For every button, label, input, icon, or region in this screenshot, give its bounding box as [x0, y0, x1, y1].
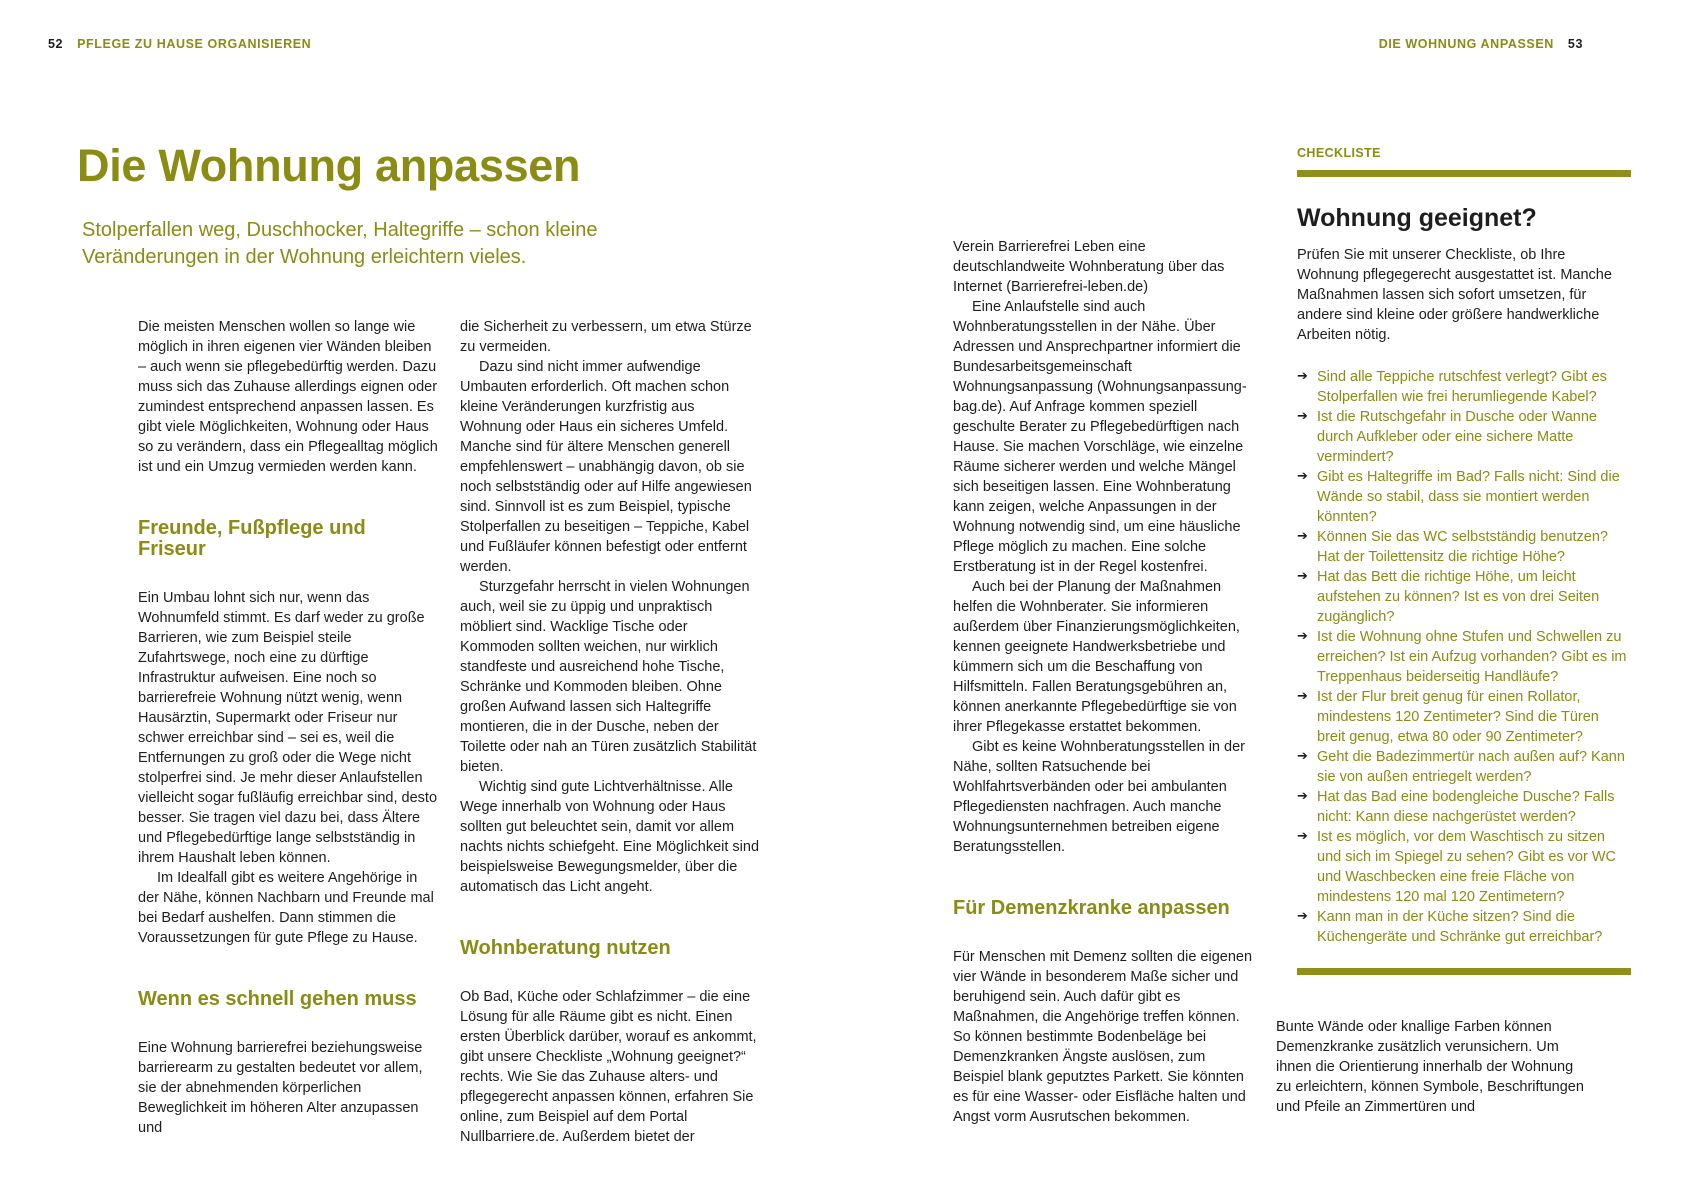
arrow-right-icon: ➔ — [1297, 629, 1308, 644]
checklist-item: ➔ Hat das Bad eine bodengleiche Dusche? Falls nicht: Kann diese nachgerüstet werden? — [1297, 789, 1615, 825]
paragraph: Wichtig sind gute Lichtverhältnisse. Alle Wege innerhalb von Wohnung oder Haus sollten gut beleuchtet sein, damit vor allem nachts nichts schiefgeht. Eine Möglichkeit sind beispielsweise Bewegungsmelder, über die automatisch das Licht angeht. — [460, 779, 760, 895]
arrow-right-icon: ➔ — [1297, 409, 1308, 424]
paragraph: Ein Umbau lohnt sich nur, wenn das Wohnumfeld stimmt. Es darf weder zu große Barrieren, wie zum Beispiel steile Zufahrtswege, noch eine zu dürftige Infrastruktur aufweisen. Eine noch so barrierefreie Wohnung nützt wenig, wenn Hausärztin, Supermarkt oder Friseur nur schwer erreichbar sind – sei es, weil die Entfernungen zu groß oder die Wege nicht stolperfrei sind. Je mehr dieser Anlaufstellen vielleicht sogar fußläufig erreichbar sind, desto besser. Sie tragen viel dazu bei, dass Ältere und Pflegebedürftige lange selbstständig in ihrem Haushalt leben können. — [138, 590, 438, 866]
paragraph: Verein Barrierefrei Leben eine deutschlandweite Wohnberatung über das Internet (Barrierefrei-leben.de) — [953, 239, 1225, 295]
arrow-right-icon: ➔ — [1297, 369, 1308, 384]
text-column-1 — [138, 317, 438, 1138]
checklist-item: ➔ Gibt es Haltegriffe im Bad? Falls nicht: Sind die Wände so stabil, dass sie montiert werden könnten? — [1297, 469, 1620, 525]
paragraph: Auch bei der Planung der Maßnahmen helfen die Wohnberater. Sie informieren außerdem über Finanzierungsmöglichkeiten, kennen geeignete Handwerksbetriebe und kümmern sich um die Beschaffung von Hilfsmitteln. Fallen Beratungsgebühren an, können anerkannte Pflegebedürftige sie von ihrer Pflegekasse erstattet bekommen. — [953, 579, 1240, 735]
arrow-right-icon: ➔ — [1297, 909, 1308, 924]
subheading-freunde: Freunde, Fußpflege und Friseur — [138, 517, 366, 560]
checklist-item: ➔ Sind alle Teppiche rutschfest verlegt? Gibt es Stolperfallen wie frei herumliegende Kabel? — [1297, 369, 1607, 405]
paragraph: Eine Wohnung barrierefrei beziehungsweise barrierearm zu gestalten bedeutet vor allem, sie der abnehmenden körperlichen Beweglichkeit im höheren Alter anzupassen und — [138, 1040, 423, 1136]
checklist-label: CHECKLISTE — [1297, 146, 1381, 160]
paragraph: Eine Anlaufstelle sind auch Wohnberatungsstellen in der Nähe. Über Adressen und Ansprechpartner informiert die Bundesarbeitsgemeinschaft Wohnungsanpassung (Wohnungsanpassung-bag.de). Auf Anfrage kommen speziell geschulte Berater zu Pflegebedürftigen nach Hause. Sie machen Vorschläge, wie einzelne Räume sicherer werden und welche Mängel sich beseitigen lassen. Eine Wohnberatung kann zeigen, welche Anpassungen in der Wohnung notwendig sind, um eine häusliche Pflege möglich zu machen. Eine solche Erstberatung ist in der Regel kostenfrei. — [953, 299, 1247, 575]
paragraph: Dazu sind nicht immer aufwendige Umbauten erforderlich. Oft machen schon kleine Veränderungen kurzfristig aus Wohnung oder Haus ein sicheres Umfeld. Manche sind für ältere Menschen generell empfehlenswert – unabhängig davon, ob sie noch selbstständig oder auf Hilfe angewiesen sind. Sinnvoll ist es zum Beispiel, typische Stolperfallen zu beseitigen – Teppiche, Kabel und Fußläufer können befestigt oder entfernt werden. — [460, 359, 752, 575]
page-number-left: 52 — [48, 37, 64, 51]
checklist-item: ➔ Geht die Badezimmertür nach außen auf? Kann sie von außen entriegelt werden? — [1297, 749, 1625, 785]
section-title-left: PFLEGE ZU HAUSE ORGANISIEREN — [77, 37, 312, 51]
arrow-right-icon: ➔ — [1297, 569, 1308, 584]
arrow-right-icon: ➔ — [1297, 749, 1308, 764]
intro-lead: Stolperfallen weg, Duschhocker, Haltegriffe – schon kleine Veränderungen in der Wohnung erleichtern vieles. — [82, 219, 598, 268]
running-header-right — [1379, 37, 1583, 51]
subheading-wohnberatung: Wohnberatung nutzen — [460, 937, 671, 959]
subheading-demenz: Für Demenzkranke anpassen — [953, 897, 1230, 919]
paragraph: Im Idealfall gibt es weitere Angehörige in der Nähe, können Nachbarn und Freunde mal bei Bedarf aushelfen. Dann stimmen die Voraussetzungen für gute Pflege zu Hause. — [138, 870, 434, 946]
checklist-box — [1297, 146, 1631, 975]
paragraph: Gibt es keine Wohnberatungsstellen in der Nähe, sollten Ratsuchende bei Wohlfahrtsverbänden oder bei ambulanten Pflegediensten nachfragen. Auch manche Wohnungsunternehmen betreiben eigene Beratungsstellen. — [953, 739, 1245, 855]
paragraph: Für Menschen mit Demenz sollten die eigenen vier Wände in besonderem Maße sicher und beruhigend sein. Auch dafür gibt es Maßnahmen, die Angehörige treffen können. So können bestimmte Bodenbeläge bei Demenzkranken Ängste auslösen, zum Beispiel blank geputztes Parkett. Sie könnten es für eine Wasser- oder Eisfläche halten und Angst vorm Ausrutschen bekommen. — [953, 949, 1253, 1125]
checklist-intro: Prüfen Sie mit unserer Checkliste, ob Ihre Wohnung pflegegerecht ausgestattet ist. Manche Maßnahmen lassen sich sofort umsetzen, für andere sind kleine oder größere handwerkliche Arbeiten nötig. — [1297, 247, 1612, 343]
page-title: Die Wohnung anpassen — [77, 140, 581, 191]
checklist-item: ➔ Hat das Bett die richtige Höhe, um leicht aufstehen zu können? Ist es von drei Seiten zugänglich? — [1297, 569, 1600, 625]
page-number-right: 53 — [1567, 37, 1583, 51]
checklist-item: ➔ Ist die Wohnung ohne Stufen und Schwellen zu erreichen? Ist ein Aufzug vorhanden? Gibt es im Treppenhaus beiderseitig Handläufe? — [1297, 629, 1627, 685]
arrow-right-icon: ➔ — [1297, 529, 1308, 544]
arrow-right-icon: ➔ — [1297, 789, 1308, 804]
checklist-item: ➔ Ist es möglich, vor dem Waschtisch zu sitzen und sich im Spiegel zu sehen? Gibt es vor WC und Waschbecken eine freie Fläche von mindestens 120 mal 120 Zentimetern? — [1297, 829, 1616, 905]
running-header-left — [48, 37, 311, 51]
arrow-right-icon: ➔ — [1297, 829, 1308, 844]
text-column-3 — [953, 237, 1253, 1127]
checklist-item: ➔ Kann man in der Küche sitzen? Sind die Küchengeräte und Schränke gut erreichbar? — [1297, 909, 1603, 945]
checklist-items — [1297, 367, 1631, 947]
section-title-right: DIE WOHNUNG ANPASSEN — [1378, 37, 1554, 51]
text-column-4 — [1276, 1017, 1586, 1117]
paragraph: Bunte Wände oder knallige Farben können Demenzkranke zusätzlich verunsichern. Um ihnen die Orientierung innerhalb der Wohnung zu erleichtern, können Symbole, Beschriftungen und Pfeile an Zimmertüren und — [1276, 1019, 1584, 1115]
paragraph: Sturzgefahr herrscht in vielen Wohnungen auch, weil sie zu üppig und unpraktisch möbliert sind. Wacklige Tische oder Kommoden sollten weichen, nur wirklich standfeste und ausreichend hohe Tische, Schränke und Kommoden bleiben. Ohne großen Aufwand lassen sich Haltegriffe montieren, die in der Dusche, neben der Toilette oder nah an Türen zusätzlich Stabilität bieten. — [460, 579, 757, 775]
checklist-item: ➔ Ist die Rutschgefahr in Dusche oder Wanne durch Aufkleber oder eine sichere Matte vermindert? — [1297, 409, 1597, 465]
checklist-rule-top — [1297, 170, 1631, 177]
text-column-2 — [460, 317, 760, 1147]
arrow-right-icon: ➔ — [1297, 689, 1308, 704]
paragraph: Die meisten Menschen wollen so lange wie möglich in ihren eigenen vier Wänden bleiben – auch wenn sie pflegebedürftig werden. Dazu muss sich das Zuhause allerdings eignen oder zumindest entsprechend anpassen lassen. Es gibt viele Möglichkeiten, Wohnung oder Haus so zu verändern, dass ein Pflegealltag möglich ist und ein Umzug vermieden werden kann. — [138, 319, 438, 475]
paragraph: Ob Bad, Küche oder Schlafzimmer – die eine Lösung für alle Räume gibt es nicht. Einen ersten Überblick darüber, worauf es ankommt, gibt unsere Checkliste „Wohnung geeignet?“ rechts. Wie Sie das Zuhause alters- und pflegegerecht anpassen können, erfahren Sie online, zum Beispiel auf dem Portal Nullbarriere.de. Außerdem bietet der — [460, 989, 757, 1145]
checklist-heading: Wohnung geeignet? — [1297, 204, 1537, 232]
checklist-item: ➔ Können Sie das WC selbstständig benutzen? Hat der Toilettensitz die richtige Höhe? — [1297, 529, 1608, 565]
checklist-rule-bottom — [1297, 968, 1631, 975]
subheading-schnell: Wenn es schnell gehen muss — [138, 988, 417, 1010]
arrow-right-icon: ➔ — [1297, 469, 1308, 484]
checklist-item: ➔ Ist der Flur breit genug für einen Rollator, mindestens 120 Zentimeter? Sind die Türen breit genug, etwa 80 oder 90 Zentimeter? — [1297, 689, 1599, 745]
paragraph: die Sicherheit zu verbessern, um etwa Stürze zu vermeiden. — [460, 319, 752, 355]
